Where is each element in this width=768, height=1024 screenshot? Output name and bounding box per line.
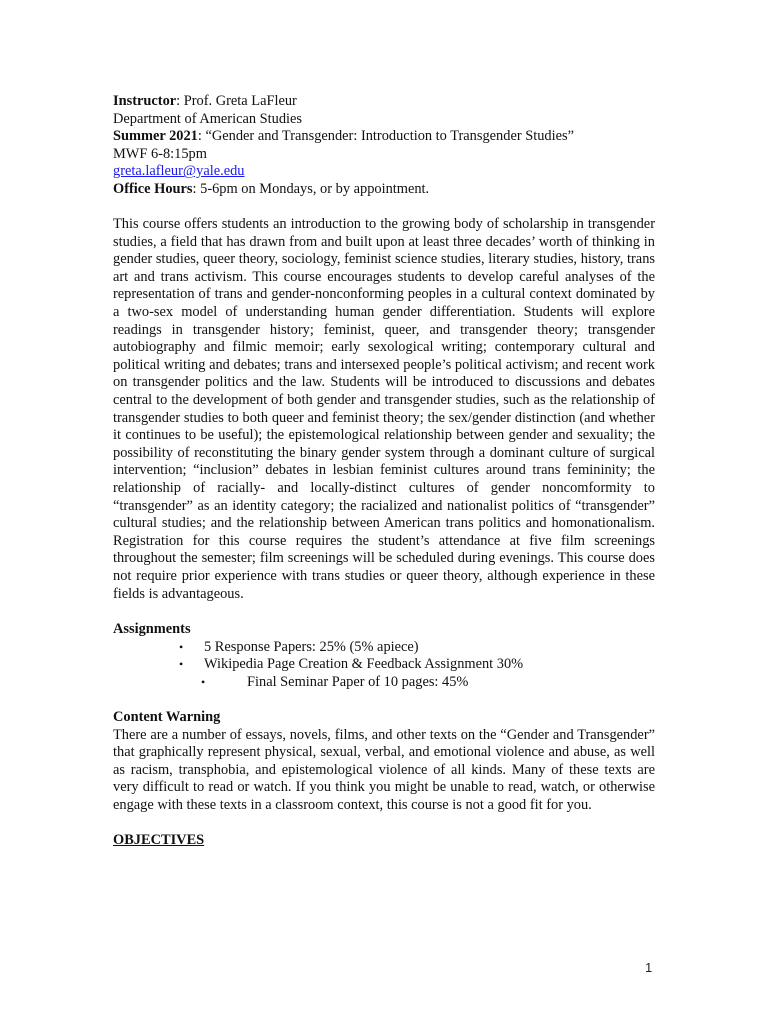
assignments-heading: Assignments	[113, 620, 191, 637]
office-hours-line	[113, 181, 655, 199]
office-hours-value: : 5-6pm on Mondays, or by appointment.	[192, 180, 430, 197]
list-item	[113, 674, 655, 692]
assignments-list	[113, 639, 655, 692]
instructor-line	[113, 93, 655, 111]
bullet-icon: •	[179, 657, 184, 672]
term-label: Summer 2021	[113, 128, 198, 145]
term-line	[113, 128, 655, 146]
course-title: : “Gender and Transgender: Introduction to Transgender Studies”	[197, 128, 574, 145]
instructor-label: Instructor	[113, 93, 177, 109]
assignment-text: Final Seminar Paper of 10 pages: 45%	[247, 673, 469, 690]
instructor-value: : Prof. Greta LaFleur	[176, 93, 297, 109]
department-line: Department of American Studies	[113, 110, 303, 127]
email-link[interactable]: greta.lafleur@yale.edu	[113, 163, 245, 180]
content-warning-text: There are a number of essays, novels, films, and other texts on the “Gender and Transgender” that graphically represent physical, sexual, verbal, and emotional violence and abuse, as well as racism, transphobia, and epistemological violence of all kinds. Many of these texts are very difficult to read or watch. If you think you might be unable to read, watch, or otherwise engage with these texts in a classroom context, this course is not a good fit for you.	[113, 726, 655, 814]
course-description: This course offers students an introduction to the growing body of scholarship in transgender studies, a field that has drawn from and built upon at least three decades’ worth of thinking in gender studies, queer theory, sociology, feminist science studies, literary studies, history, trans art and trans activism. This course encourages students to develop careful analyses of the representation of trans and gender-nonconforming peoples in a cultural context dominated by a two-sex model of understanding human gender differentiation. Students will explore readings in transgender history; feminist, queer, and transgender theory; transgender autobiography and filmic memoir; early sexological writing; contemporary cultural and political writing and debates; trans and intersexed people’s political activism; and recent work on transgender politics and the law. Students will be introduced to discussions and debates central to the development of both gender and transgender studies, such as the relationship of transgender studies to both queer and feminist theory; the sex/gender distinction (and whether it continues to be useful); the epistemological relationship between gender and sexuality; the possibility of reconstituting the binary gender system through a dominant culture of surgical intervention; “inclusion” debates in lesbian feminist cultures around trans femininity; the relationship of racially- and locally-distinct cultures of gender noncomformity to “transgender” as an identity category; the racialized and nationalist politics of “transgender” cultural studies; and the relationship between American trans politics and homonationalism. Registration for this course requires the student’s attendance at five film screenings throughout the semester; film screenings will be scheduled during evenings. This course does not require prior experience with trans studies or queer theory, although experience in these fields is advantageous.	[113, 216, 655, 602]
syllabus-body	[113, 93, 655, 850]
assignment-text: Wikipedia Page Creation & Feedback Assignment 30%	[204, 656, 524, 673]
bullet-icon: •	[201, 674, 206, 689]
content-warning-heading: Content Warning	[113, 709, 221, 726]
office-hours-label: Office Hours	[113, 180, 193, 197]
email-line	[113, 163, 655, 181]
course-header	[113, 93, 655, 199]
list-item	[113, 656, 655, 674]
bullet-icon: •	[179, 639, 184, 654]
schedule-line: MWF 6-8:15pm	[113, 145, 207, 162]
assignment-text: 5 Response Papers: 25% (5% apiece)	[204, 638, 419, 655]
objectives-heading: OBJECTIVES	[113, 832, 205, 849]
page-number: 1	[645, 960, 653, 975]
list-item	[113, 639, 655, 657]
